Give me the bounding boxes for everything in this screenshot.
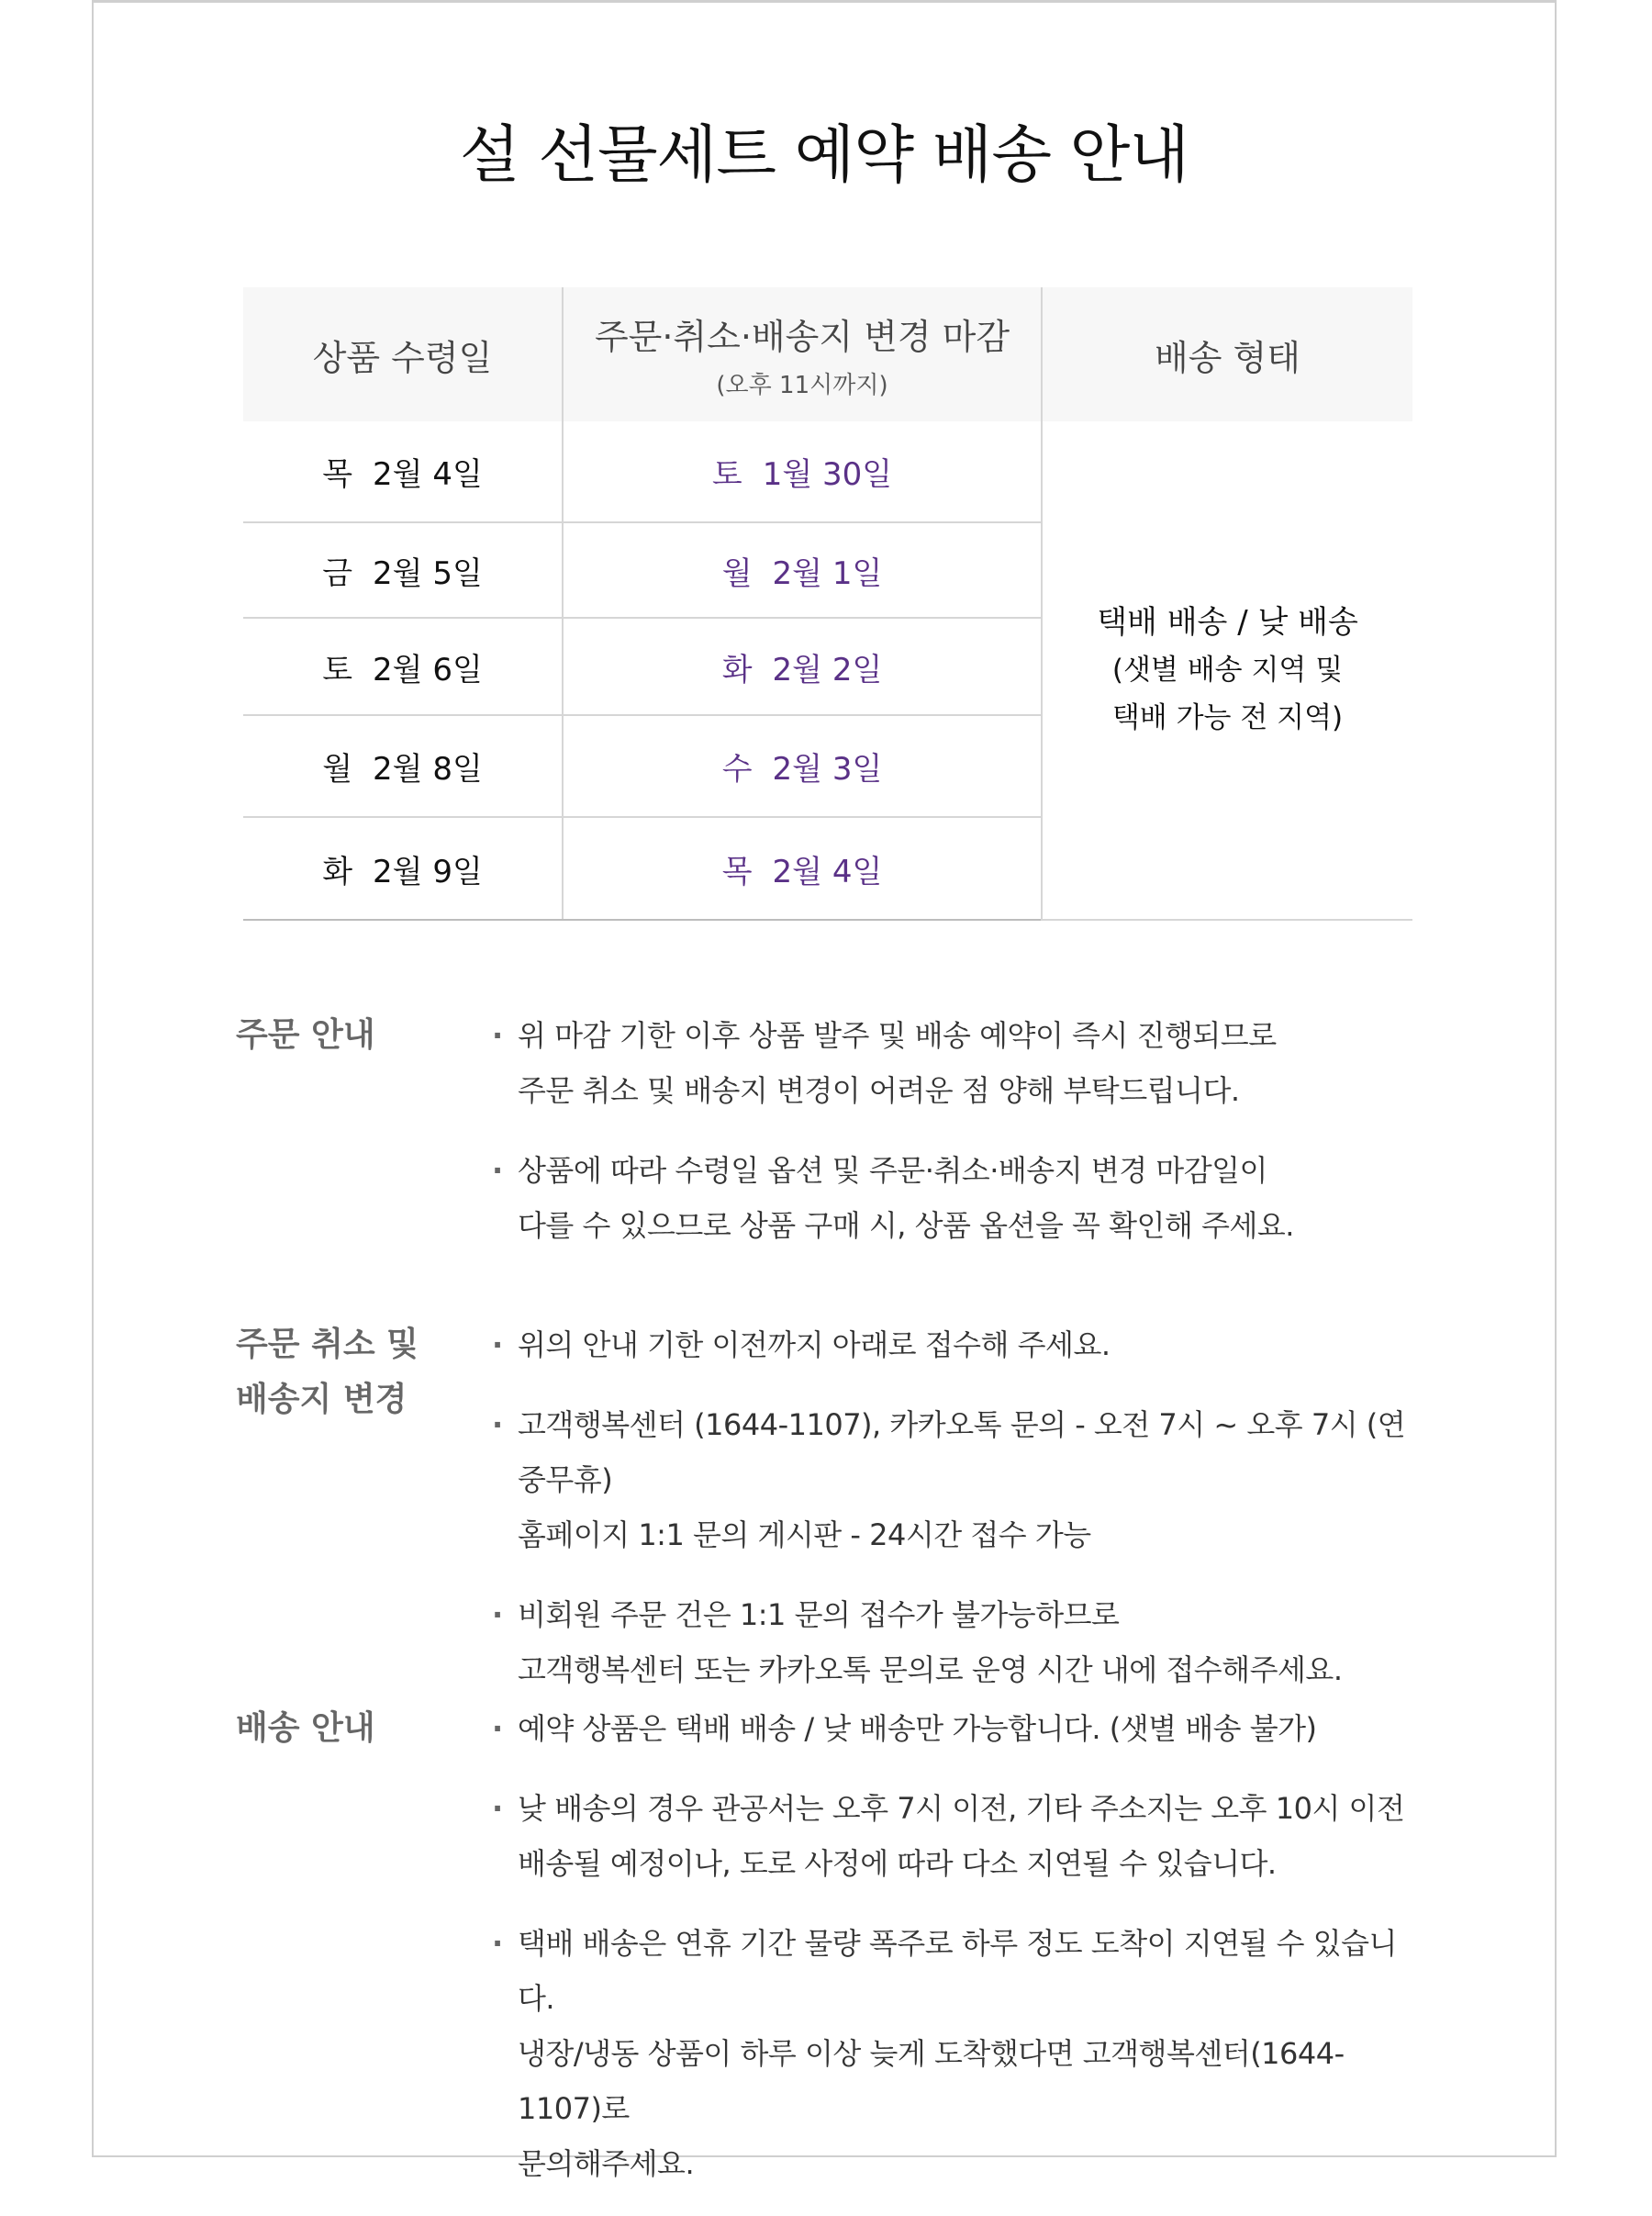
receive-date-cell [243, 715, 563, 817]
list-item-line: 다를 수 있으므로 상품 구매 시, 상품 옵션을 꼭 확인해 주세요. [518, 1208, 1294, 1243]
list-item-line: · 비회원 주문 건은 1:1 문의 접수가 불가능하므로 [518, 1597, 1120, 1632]
receive-day: 월 [322, 751, 353, 788]
table-header-row [243, 287, 1412, 421]
receive-date-cell [243, 421, 563, 522]
cancel-info-label [236, 1317, 465, 1427]
deadline-cell [563, 817, 1042, 920]
list-item [497, 1317, 1424, 1372]
list-item-line: 배송될 예정이나, 도로 사정에 따라 다소 지연될 수 있습니다. [518, 1846, 1277, 1881]
list-item-line: · 낮 배송의 경우 관공서는 오후 7시 이전, 기타 주소지는 오후 10시 이전 [518, 1791, 1405, 1826]
cancel-info-label-line: 배송지 변경 [236, 1381, 407, 1418]
header-receive-date: 상품 수령일 [243, 287, 563, 421]
delivery-type-sub-1: (샛별 배송 지역 및 [1111, 654, 1344, 687]
header-deadline-sub: (오후 11시까지) [716, 372, 888, 399]
deadline-day: 월 [721, 554, 753, 592]
list-item-line: 문의해주세요. [518, 2146, 695, 2181]
deadline-date: 2월 3일 [772, 751, 883, 788]
deadline-day: 화 [721, 651, 753, 688]
delivery-schedule-table [243, 287, 1412, 921]
delivery-type-sub-2: 택배 가능 전 지역) [1111, 701, 1344, 734]
receive-date-cell [243, 817, 563, 920]
deadline-date: 1월 30일 [762, 456, 893, 493]
page-title: 설 선물세트 예약 배송 안내 [459, 119, 1189, 192]
order-info-list [497, 1008, 1424, 1278]
list-item-line: 냉장/냉동 상품이 하루 이상 늦게 도착했다면 고객행복센터(1644-1107)로 [518, 2036, 1345, 2126]
deadline-cell [563, 618, 1042, 715]
list-item-line: 주문 취소 및 배송지 변경이 어려운 점 양해 부탁드립니다. [518, 1073, 1240, 1108]
cancel-info-label-line: 주문 취소 및 [236, 1326, 419, 1363]
delivery-type-main: 택배 배송 / 낮 배송 [1097, 604, 1358, 641]
receive-day: 금 [322, 554, 353, 592]
list-item-line: · 택배 배송은 연휴 기간 물량 폭주로 하루 정도 도착이 지연될 수 있습니다. [518, 1926, 1397, 2016]
deadline-cell [563, 421, 1042, 522]
list-item [497, 1008, 1424, 1118]
delivery-info-list [497, 1701, 1424, 2216]
list-item [497, 1397, 1424, 1562]
receive-day: 토 [322, 651, 353, 688]
receive-date: 2월 5일 [373, 554, 483, 592]
order-info-label: 주문 안내 [236, 1016, 375, 1054]
list-item-line: · 고객행복센터 (1644-1107), 카카오톡 문의 - 오전 7시 ~ 오후 7시 (연중무휴) [518, 1407, 1406, 1497]
list-item-line: · 예약 상품은 택배 배송 / 낮 배송만 가능합니다. (샛별 배송 불가) [518, 1711, 1317, 1746]
deadline-cell [563, 522, 1042, 618]
header-deadline-label: 주문·취소·배송지 변경 마감 [594, 317, 1010, 357]
receive-day: 화 [322, 853, 353, 890]
receive-day: 목 [322, 456, 353, 493]
list-item [497, 1587, 1424, 1697]
deadline-day: 토 [711, 456, 742, 493]
receive-date: 2월 4일 [373, 456, 483, 493]
list-item [497, 1143, 1424, 1253]
deadline-day: 수 [721, 751, 753, 788]
deadline-date: 2월 1일 [772, 554, 883, 592]
delivery-info-label: 배송 안내 [236, 1709, 375, 1747]
list-item-line: · 위 마감 기한 이후 상품 발주 및 배송 예약이 즉시 진행되므로 [518, 1018, 1277, 1053]
receive-date-cell [243, 522, 563, 618]
receive-date: 2월 9일 [373, 853, 483, 890]
list-item-line: 고객행복센터 또는 카카오톡 문의로 운영 시간 내에 접수해주세요. [518, 1652, 1343, 1687]
list-item [497, 1701, 1424, 1756]
list-item-line: · 상품에 따라 수령일 옵션 및 주문·취소·배송지 변경 마감일이 [518, 1153, 1267, 1188]
receive-date: 2월 6일 [373, 651, 483, 688]
list-item-line: · 위의 안내 기한 이전까지 아래로 접수해 주세요. [518, 1327, 1111, 1362]
table-row [243, 421, 1412, 522]
list-item-line: 홈페이지 1:1 문의 게시판 - 24시간 접수 가능 [518, 1517, 1091, 1552]
notice-panel [92, 0, 1557, 2181]
receive-date: 2월 8일 [373, 751, 483, 788]
deadline-date: 2월 2일 [772, 651, 883, 688]
deadline-cell [563, 715, 1042, 817]
list-item [497, 1916, 1424, 2191]
header-delivery-type: 배송 형태 [1042, 287, 1412, 421]
list-item [497, 1781, 1424, 1891]
receive-date-cell [243, 618, 563, 715]
delivery-type-cell [1042, 421, 1412, 920]
header-deadline [563, 287, 1042, 421]
deadline-day: 목 [721, 853, 753, 890]
deadline-date: 2월 4일 [772, 853, 883, 890]
cancel-info-list [497, 1317, 1424, 1722]
